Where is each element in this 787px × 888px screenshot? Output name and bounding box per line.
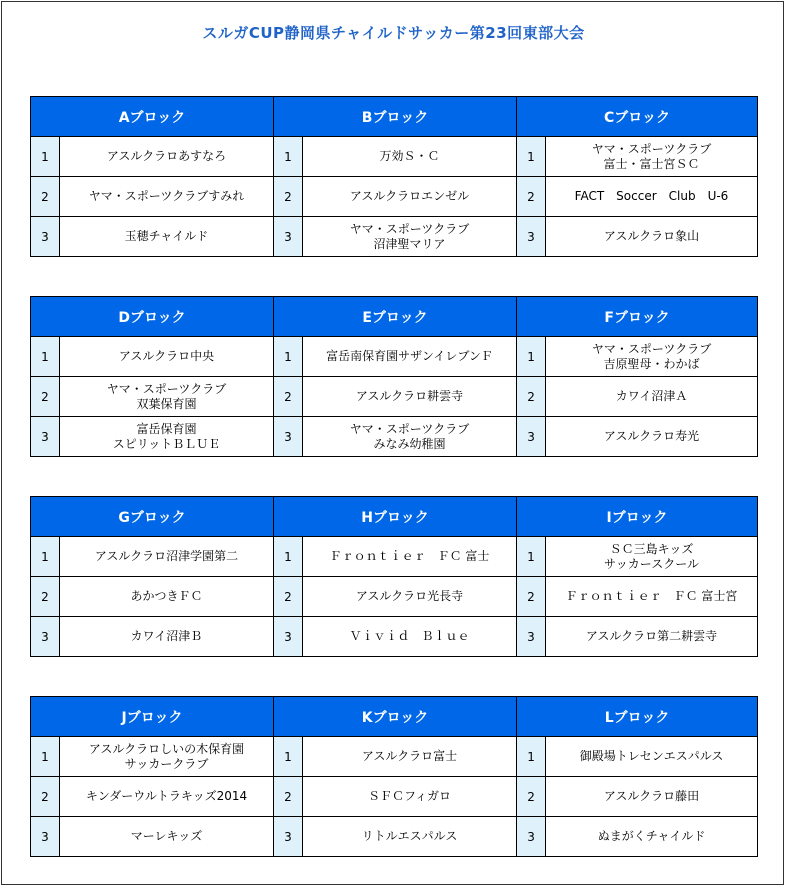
team-number: 3	[274, 217, 303, 257]
team-name: アスルクラロ象山	[546, 217, 758, 257]
block-header-row	[31, 497, 758, 537]
team-name: アスルクラロ耕雲寺	[303, 377, 517, 417]
block-header-row	[31, 697, 758, 737]
team-name: ヤマ・スポーツクラブ 吉原聖母・わかば	[546, 337, 758, 377]
team-name: アスルクラロ第二耕雲寺	[546, 617, 758, 657]
team-number: 2	[517, 377, 546, 417]
team-name: アスルクラロ寿光	[546, 417, 758, 457]
team-name: 富岳保育園 スピリットＢＬＵＥ	[60, 417, 274, 457]
team-number: 1	[31, 337, 60, 377]
block-header-row	[31, 97, 758, 137]
team-number: 3	[274, 817, 303, 857]
team-name: 御殿場トレセンエスパルス	[546, 737, 758, 777]
team-name: アスルクラロあすなろ	[60, 137, 274, 177]
team-number: 3	[31, 617, 60, 657]
team-number: 3	[31, 217, 60, 257]
table-row	[31, 737, 758, 777]
block-header: Eブロック	[274, 297, 517, 337]
table-row	[31, 617, 758, 657]
team-name: アスルクラロエンゼル	[303, 177, 517, 217]
team-name: ヤマ・スポーツクラブ みなみ幼稚園	[303, 417, 517, 457]
team-name: ぬまがくチャイルド	[546, 817, 758, 857]
team-number: 1	[517, 737, 546, 777]
team-number: 2	[517, 577, 546, 617]
team-number: 1	[274, 737, 303, 777]
table-row	[31, 377, 758, 417]
team-number: 2	[517, 177, 546, 217]
team-number: 2	[274, 577, 303, 617]
table-row	[31, 777, 758, 817]
team-name: Ｆｒｏｎｔｉｅｒ ＦＣ 富士宮	[546, 577, 758, 617]
team-name: アスルクラロ中央	[60, 337, 274, 377]
block-group-table	[30, 296, 758, 457]
team-name: 富岳南保育園サザンイレブンＦ	[303, 337, 517, 377]
team-name: あかつきＦＣ	[60, 577, 274, 617]
block-group-table	[30, 496, 758, 657]
team-name: 万効Ｓ・Ｃ	[303, 137, 517, 177]
team-number: 2	[31, 577, 60, 617]
block-header: Fブロック	[517, 297, 758, 337]
block-header: Dブロック	[31, 297, 274, 337]
team-number: 1	[517, 137, 546, 177]
team-name: アスルクラロ光長寺	[303, 577, 517, 617]
team-number: 1	[274, 337, 303, 377]
table-row	[31, 217, 758, 257]
team-number: 1	[31, 737, 60, 777]
table-row	[31, 577, 758, 617]
table-row	[31, 337, 758, 377]
team-name: カワイ沼津Ａ	[546, 377, 758, 417]
block-header-row	[31, 297, 758, 337]
block-header: Hブロック	[274, 497, 517, 537]
team-name: FACT Soccer Club U-6	[546, 177, 758, 217]
team-number: 3	[517, 417, 546, 457]
team-number: 2	[517, 777, 546, 817]
team-name: キンダーウルトラキッズ2014	[60, 777, 274, 817]
table-row	[31, 137, 758, 177]
team-number: 1	[274, 137, 303, 177]
block-header: Aブロック	[31, 97, 274, 137]
block-header: Kブロック	[274, 697, 517, 737]
table-row	[31, 817, 758, 857]
block-group-table	[30, 696, 758, 857]
table-row	[31, 177, 758, 217]
team-number: 2	[31, 377, 60, 417]
block-header: Gブロック	[31, 497, 274, 537]
block-header: Bブロック	[274, 97, 517, 137]
team-name: ヤマ・スポーツクラブ 富士・富士宮ＳＣ	[546, 137, 758, 177]
team-name: ヤマ・スポーツクラブ 双葉保育園	[60, 377, 274, 417]
team-name: Ｖｉｖｉｄ Ｂｌｕｅ	[303, 617, 517, 657]
team-number: 1	[31, 137, 60, 177]
team-name: アスルクラロ藤田	[546, 777, 758, 817]
team-number: 3	[274, 617, 303, 657]
block-header: Lブロック	[517, 697, 758, 737]
team-name: ＳＦＣフィガロ	[303, 777, 517, 817]
team-number: 2	[274, 377, 303, 417]
team-name: リトルエスパルス	[303, 817, 517, 857]
team-name: ヤマ・スポーツクラブ 沼津聖マリア	[303, 217, 517, 257]
block-header: Jブロック	[31, 697, 274, 737]
team-number: 3	[517, 217, 546, 257]
table-row	[31, 537, 758, 577]
team-number: 3	[31, 417, 60, 457]
team-number: 3	[274, 417, 303, 457]
block-header: Iブロック	[517, 497, 758, 537]
team-number: 3	[517, 817, 546, 857]
block-header: Cブロック	[517, 97, 758, 137]
team-number: 1	[31, 537, 60, 577]
team-number: 2	[31, 777, 60, 817]
team-name: マーレキッズ	[60, 817, 274, 857]
team-name: アスルクラロしいの木保育園 サッカークラブ	[60, 737, 274, 777]
team-number: 2	[274, 177, 303, 217]
team-number: 3	[31, 817, 60, 857]
team-number: 1	[517, 337, 546, 377]
team-name: 玉穂チャイルド	[60, 217, 274, 257]
table-row	[31, 417, 758, 457]
team-name: ヤマ・スポーツクラブすみれ	[60, 177, 274, 217]
team-number: 2	[31, 177, 60, 217]
team-name: カワイ沼津Ｂ	[60, 617, 274, 657]
block-group-table	[30, 96, 758, 257]
team-name: アスルクラロ沼津学園第二	[60, 537, 274, 577]
team-number: 1	[274, 537, 303, 577]
team-number: 2	[274, 777, 303, 817]
page-title: スルガCUP静岡県チャイルドサッカー第23回東部大会	[202, 24, 585, 42]
team-number: 1	[517, 537, 546, 577]
team-name: Ｆｒｏｎｔｉｅｒ ＦＣ 富士	[303, 537, 517, 577]
team-name: ＳＣ三島キッズ サッカースクール	[546, 537, 758, 577]
team-number: 3	[517, 617, 546, 657]
team-name: アスルクラロ富士	[303, 737, 517, 777]
